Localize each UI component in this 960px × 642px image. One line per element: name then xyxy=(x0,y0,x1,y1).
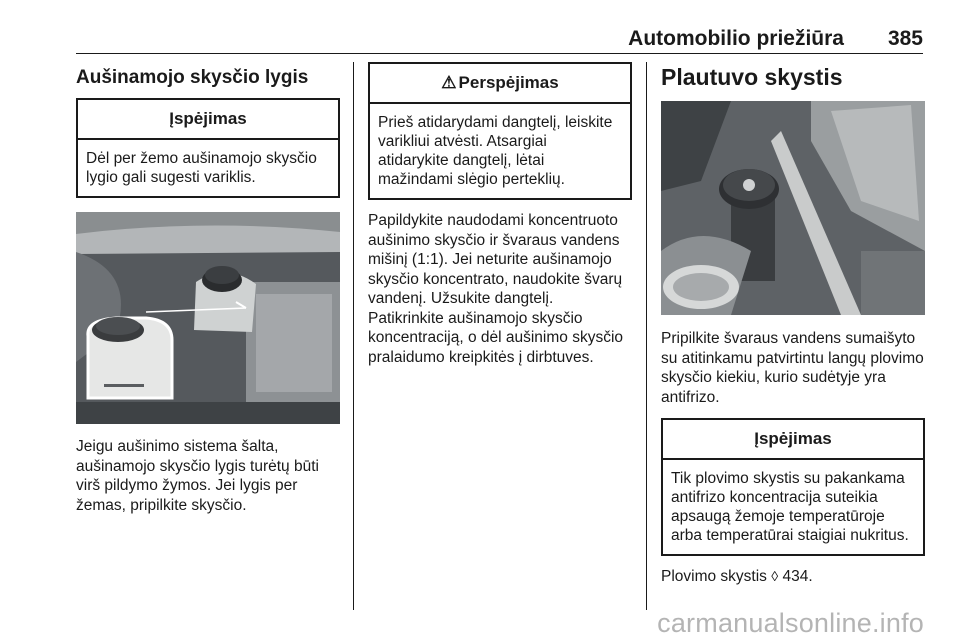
page-header xyxy=(0,0,960,52)
watermark: carmanualsonline.info xyxy=(657,608,924,638)
section-title: Automobilio priežiūra xyxy=(628,27,844,50)
coolant-notice-box xyxy=(76,98,340,198)
notice-text: Tik plovimo skystis su pakankama antifrizo koncentracija suteikia apsaugą žemoje temperatūroje arba temperatūrai staigiai nukritus. xyxy=(671,470,909,544)
coolant-level-subheading: Aušinamojo skysčio lygis xyxy=(76,67,309,88)
warning-box xyxy=(368,62,632,200)
column-2 xyxy=(368,62,632,367)
warning-title: Perspėjimas xyxy=(458,73,559,92)
warning-title-row xyxy=(370,64,630,104)
refill-paragraph: Papildykite naudodami koncentruoto aušinimo skysčio ir švaraus vandens mišinį (1:1). Jei neturite aušinamojo skysčio koncentrato, naudokite švarų vandenį. Užsukite dangtelį. Patikrinkite aušinamojo skysčio koncentraciją, o dėl aušinimo skysčio pralaidumo kreipkitės į dirbtuves. xyxy=(368,212,624,366)
column-divider-2 xyxy=(646,62,647,610)
notice-text: Dėl per žemo aušinamojo skysčio lygio gali sugesti variklis. xyxy=(86,150,317,186)
page-number: 385 xyxy=(887,27,923,50)
washer-fluid-paragraph: Pripilkite švaraus vandens sumaišyto su atitinkamu patvirtintu langų plovimo skysčio kiekiu, kurio sudėtyje yra antifrizo. xyxy=(661,330,924,406)
header-divider xyxy=(76,53,923,54)
washer-reservoir-photo xyxy=(661,101,925,315)
page-reference-arrow-icon: ◊ xyxy=(771,568,779,584)
reference-page-link[interactable]: 434. xyxy=(782,568,813,585)
column-3 xyxy=(661,62,925,587)
reference-text: Plovimo skystis xyxy=(661,568,767,585)
column-1 xyxy=(76,62,340,515)
warning-triangle-icon: ⚠ xyxy=(441,73,457,92)
coolant-reservoir-photo xyxy=(76,212,340,424)
washer-notice-box xyxy=(661,418,925,556)
warning-text: Prieš atidarydami dangtelį, leiskite varikliui atvėsti. Atsargiai atidarykite dangtelį, lėtai mažindami slėgio perteklių. xyxy=(378,114,613,188)
notice-title: Įspėjimas xyxy=(663,420,923,460)
coolant-level-paragraph: Jeigu aušinimo sistema šalta, aušinamojo skysčio lygis turėtų būti virš pildymo žymos. Jei lygis per žemas, pripilkite skysčio. xyxy=(76,438,319,514)
column-divider-1 xyxy=(353,62,354,610)
washer-fluid-reference xyxy=(661,567,925,587)
washer-fluid-heading: Plautuvo skystis xyxy=(661,64,843,90)
notice-title: Įspėjimas xyxy=(78,100,338,140)
